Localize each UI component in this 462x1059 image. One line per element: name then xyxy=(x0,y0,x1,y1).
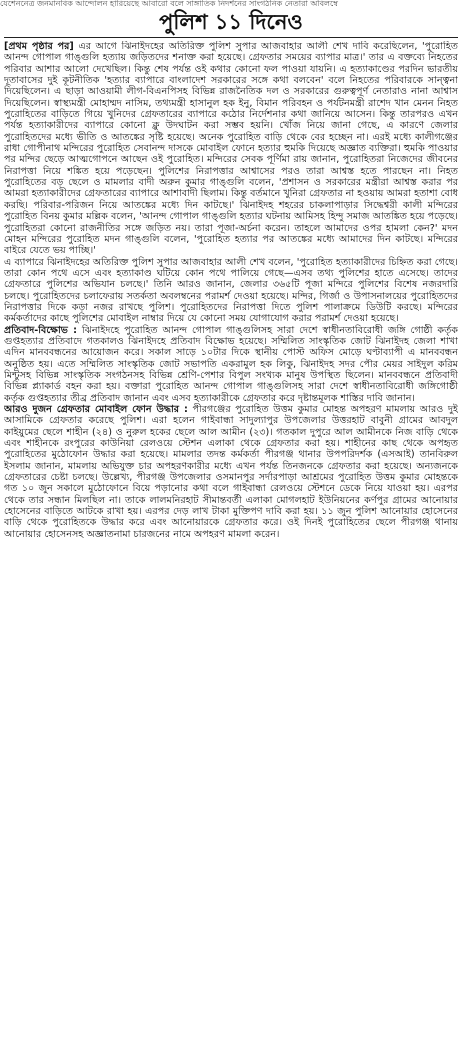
article-body xyxy=(4,41,458,1057)
protest-section xyxy=(4,325,458,404)
article-headline: পুলিশ ১১ দিনেও xyxy=(159,10,303,34)
paragraph-text: পীরগঞ্জের পুরোহিত উত্তম কুমার মোহন্ত অপহরণ মামলায় আরও দুই আসামিকে গ্রেফতার করেছে পুলিশ। এরা হলেন গাইবান্ধা সাদুল্যাপুর উপজেলার উত্তরহাট বাবুনী গ্রামের আবদুল কাইয়ুমের ছেলে শাহীন (২৪) ও নুরুল হকের ছেলে আল আমীন (২৩)। গতকাল দুপুরে আল আমীনকে নিজ বাড়ি থেকে এবং শাহীনকে রংপুরের কাউনিয়া রেলওয়ে স্টেশন এলাকা থেকে গ্রেফতার করা হয়। শাহীনের কাছ থেকে অপহৃত পুরোহিতের মুঠোফোন উদ্ধার করা হয়েছে। মামলার তদন্ত কর্মকর্তা পীরগঞ্জ থানার উপপরিদর্শক (এসআই) তানবিরুল ইসলাম জানান, মামলায় অভিযুক্ত চার অপহরণকারীর মধ্যে এখন পর্যন্ত তিনজনকে গ্রেফতার করা হয়েছে। অন্যজনকে গ্রেফতারের চেষ্টা চলছে। উল্লেখ্য, পীরগঞ্জ উপজেলার ওসমানপুর সর্দারপাড়া আশ্রমের পুরোহিত উত্তম কুমার মোহন্তকে গত ১০ জুন সকালে মুঠোফোনে বিয়ে পড়ানোর কথা বলে গাইবান্ধা রেলওয়ে স্টেশনে ডেকে নিয়ে যাওয়া হয়। এরপর থেকে তার সন্ধান মিলছিল না। তাকে লালমনিরহাট সীমান্তবর্তী এলাকা মোগলহাট ইউনিয়নের কর্ণপুর গ্রামের আনোয়ার হোসেনের বাড়িতে আটকে রাখা হয়। এরপর দেড় লাখ টাকা মুক্তিপণ দাবি করা হয়। ১১ জুন পুলিশ আনোয়ার হোসেনের বাড়ি থেকে পুরোহিতকে উদ্ধার করে এবং আনোয়ারকে গ্রেফতার করে। ওই দিনই পুরোহিতের ছেলে পীরগঞ্জ থানায় আনোয়ার হোসেনসহ অজ্ঞাতনামা চারজনের নামে অপহরণ মামলা করেন। xyxy=(4,404,458,540)
arrest-section xyxy=(4,404,458,540)
section-heading: আরও দুজন গ্রেফতার মোবাইল ফোন উদ্ধার : xyxy=(4,404,188,415)
article-paragraph xyxy=(4,257,458,325)
paragraph-text: ঝিনাইদহে পুরোহিত আনন্দ গোপাল গাঙ্গুলিসহ সারা দেশে স্বাধীনতাবিরোধী জঙ্গি গোষ্ঠী কর্তৃক গুপ্তহত্যার প্রতিবাদে গতকালও ঝিনাইদহে প্রতিবাদ বিক্ষোভ হয়েছে। সম্মিলিত সাংস্কৃতিক জোট ঝিনাইদহ জেলা শাখা এদিন মানববন্ধনের আয়োজন করে। সকাল সাড়ে ১০টার দিকে স্থানীয় পোস্ট অফিস মোড়ে ঘণ্টাব্যাপী এ মানববন্ধন অনুষ্ঠিত হয়। এতে সম্মিলিত সাংস্কৃতিক জোট সভাপতি একরামুল হক লিকু, ঝিনাইদহ সদর পৌর মেয়র সাইদুল করিম মিন্টুসহ বিভিন্ন সাংস্কৃতিক সংগঠনসহ বিভিন্ন শ্রেণি-পেশার বিপুল সংখ্যক মানুষ উপস্থিত ছিলেন। মানববন্ধনে প্রতিবাদী বিভিন্ন প্ল্যাকার্ড বহন করা হয়। বক্তারা পুরোহিত আনন্দ গোপাল গাঙ্গুলিসহ সারা দেশে স্বাধীনতাবিরোধী জঙ্গিগোষ্ঠী কর্তৃক গুপ্তহত্যার তীব্র প্রতিবাদ জানান এবং এসব হত্যাকারীকে গ্রেফতার করে দৃষ্টান্তমূলক শাস্তির দাবি জানান। xyxy=(4,324,458,404)
paragraph-text: এ ব্যাপারে ঝিনাইদহের অতিরিক্ত পুলিশ সুপার আজবাহার আলী শেখ বলেন, 'পুরোহিত হত্যাকারীদের চিহ্নিত করা গেছে। তারা কোন পথে এসে এবং হত্যাকাণ্ড ঘটিয়ে কোন পথে পালিয়ে গেছে—এসব তথ্য পুলিশের হাতে এসেছে। তাদের গ্রেফতারে পুলিশের অভিযান চলছে।' তিনি আরও জানান, জেলার ৩৬৫টি পূজা মন্দিরে পুলিশের বিশেষ নজরদারি চলছে। পুরোহিতদের চলাফেরায় সতর্কতা অবলম্বনের পরামর্শ দেওয়া হয়েছে। মন্দির, গির্জা ও উপাসনালয়ের পুরোহিতদের নিরাপত্তার দিকে কড়া নজর রাখছে পুলিশ। পুরোহিতদের নিরাপত্তা দিতে পুলিশ পালাক্রমে ডিউটি করছে। মন্দিরের কর্মকর্তাদের কাছে পুলিশের মোবাইল নাম্বার দিয়ে যে কোনো সময় যোগাযোগ করার পরামর্শ দেওয়া হয়েছে। xyxy=(4,256,458,325)
headline-divider xyxy=(4,37,458,38)
article-paragraph xyxy=(4,41,458,257)
section-heading: প্রতিবাদ-বিক্ষোভ : xyxy=(4,324,77,336)
continued-from-label: [প্রথম পৃষ্ঠার পর] xyxy=(4,41,74,52)
paragraph-text: এর আগে ঝিনাইদহের অতিরিক্ত পুলিশ সুপার আজবাহার আলী শেখ দাবি করেছিলেন, 'পুরোহিত আনন্দ গোপাল গাঙ্গুলি হত্যায় জড়িতদের শনাক্ত করা হয়েছে। গ্রেফতার সময়ের ব্যাপার মাত্র।' তার এ বক্তব্যে নিহতের পরিবার আশার আলো দেখেছিল। কিন্তু শেষ পর্যন্ত ওই কথার কোনো ফল পাওয়া যায়নি। এ হত্যাকাণ্ডের পরদিন ভারতীয় দূতাবাসের দুই কূটনীতিক 'হত্যার ব্যাপারে বাংলাদেশ সরকারের সঙ্গে কথা বলবেন' বলে নিহতের পরিবারকে সান্ত্বনা দিয়েছিলেন। এ ছাড়া আওয়ামী লীগ-বিএনপিসহ বিভিন্ন রাজনৈতিক দল ও সরকারের গুরুত্বপূর্ণ নেতারাও নানা আশ্বাস দিয়েছিলেন। স্বাস্থ্যমন্ত্রী মোহাম্মদ নাসিম, তথ্যমন্ত্রী হাসানুল হক ইনু, বিমান পরিবহন ও পর্যটনমন্ত্রী রাশেদ খান মেনন নিহত পুরোহিতের বাড়িতে গিয়ে খুনিদের গ্রেফতারের ব্যাপারে কঠোর নির্দেশনার কথা জানিয়ে আসেন। কিন্তু তারপরও এখন পর্যন্ত হত্যাকারীদের ব্যাপারে কোনো ক্লু উদঘাটন করা সম্ভব হয়নি। খোঁজ নিয়ে জানা গেছে, এ কারণে জেলার পুরোহিতদের মধ্যে ভীতি ও আতঙ্কের সৃষ্টি হয়েছে। অনেক পুরোহিত বাড়ি থেকে বের হচ্ছেন না। এরই মধ্যে কালীগঞ্জের রাধা গোপীনাথ মন্দিরের পুরোহিত সেবানন্দ দাসকে মোবাইল ফোনে হত্যার হুমকি দিয়েছে অজ্ঞাত ব্যক্তিরা। হুমকি পাওয়ার পর মন্দির ছেড়ে আত্মগোপনে আছেন ওই পুরোহিত। মন্দিরের সেবক পূর্ণিমা রায় জানান, পুরোহিতরা নিজেদের জীবনের নিরাপত্তা নিয়ে শঙ্কিত হয়ে পড়েছেন। পুলিশের নিরাপত্তার আশ্বাসের পরও তারা আশ্বস্ত হতে পারছেন না। নিহত পুরোহিতের বড় ছেলে ও মামলার বাদী অরুন কুমার গাঙ্গুলি বলেন, 'প্রশাসন ও সরকারের মন্ত্রীরা আশ্বস্ত করার পর আমরা হত্যাকারীদের গ্রেফতারের ব্যাপারে আশাবাদী ছিলাম। কিন্তু বর্তমানে খুনিরা গ্রেফতার না হওয়ায় আমরা হতাশা বোধ করছি। পরিবার-পরিজন নিয়ে আতঙ্কের মধ্যে দিন কাটছে।' ঝিনাইদহ শহরের চাকলাপাড়ার সিদ্ধেশ্বরী কালী মন্দিরের পুরোহিত বিনয় কুমার মল্লিক বলেন, 'আনন্দ গোপাল গাঙ্গুলি হত্যার ঘটনায় আমিসহ হিন্দু সমাজ আতঙ্কিত হয়ে পড়েছে। পুরোহিতরা কোনো রাজনীতির সঙ্গে জড়িত নয়। তারা পূজা-অর্চনা করেন। তাহলে আমাদের ওপর হামলা কেন?' মদন মোহন মন্দিরের পুরোহিত মদন গাঙ্গুলি বলেন, 'পুরোহিত হত্যার পর আতঙ্কের মধ্যে আমাদের দিন কাটছে। মন্দিরের বাইরে যেতে ভয় পাচ্ছি।' xyxy=(4,41,458,257)
previous-column-fragment: যেশেননেত্র জনমানবিক আন্দোলন হারিয়েছে আবারো বলে সাঙ্গাতিক নিদর্শনের সাংগঠনিক নেতারা অবিলম্বে xyxy=(0,0,338,8)
